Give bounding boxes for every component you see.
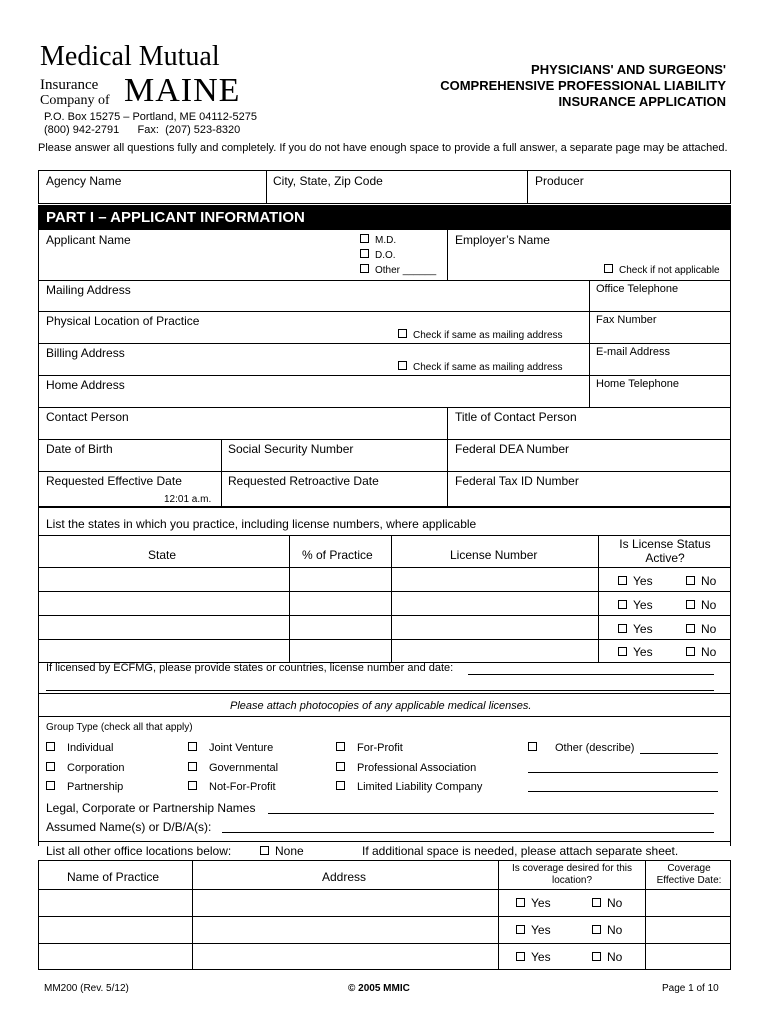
divider: [38, 591, 731, 592]
yes-label: Yes: [531, 950, 551, 964]
mailing-address-field[interactable]: Mailing Address: [46, 283, 131, 297]
yes-label: Yes: [633, 622, 653, 636]
checkbox-icon: [592, 898, 601, 907]
divider: [447, 407, 448, 507]
governmental-label: Governmental: [209, 762, 279, 774]
checkbox-icon: [618, 576, 627, 585]
logo-insurance-company: [40, 78, 110, 108]
checkbox-icon: [592, 925, 601, 934]
ecfmg-input-line-2[interactable]: [46, 690, 714, 691]
contact-person-field[interactable]: Contact Person: [46, 410, 129, 424]
page-number: Page 1 of 10: [662, 983, 719, 994]
office-row-1-no[interactable]: [592, 896, 622, 910]
divider: [38, 375, 731, 376]
other-describe-label: Other (describe): [555, 742, 635, 754]
checkbox-icon: [618, 647, 627, 656]
no-label: No: [701, 574, 717, 588]
no-label: No: [701, 645, 717, 659]
legal-names-label: Legal, Corporate or Partnership Names: [46, 801, 256, 815]
col-coverage-effective-date: Coverage Effective Date:: [656, 863, 722, 886]
home-telephone-field[interactable]: Home Telephone: [596, 378, 679, 390]
governmental-checkbox[interactable]: [188, 762, 278, 774]
col-state: State: [148, 548, 177, 562]
office-telephone-field[interactable]: Office Telephone: [596, 283, 679, 295]
divider: [38, 889, 731, 890]
instructions: Please answer all questions fully and completely. If you do not have enough space to provide a full answer, a separate page may be attached.: [38, 142, 728, 154]
dea-number-field[interactable]: Federal DEA Number: [455, 442, 570, 456]
divider: [589, 280, 590, 407]
for-profit-label: For-Profit: [357, 742, 403, 754]
producer-field[interactable]: Producer: [535, 174, 584, 188]
address-line-2: (800) 942-2791 Fax: (207) 523-8320: [44, 124, 241, 136]
joint-venture-label: Joint Venture: [209, 742, 274, 754]
billing-address-field[interactable]: Billing Address: [46, 346, 125, 360]
ecfmg-input-line[interactable]: [468, 674, 714, 675]
requested-effective-date-field[interactable]: Requested Effective Date: [46, 474, 182, 488]
divider: [447, 229, 448, 280]
do-checkbox[interactable]: [360, 249, 396, 262]
checkbox-icon: [686, 600, 695, 609]
checkbox-icon: [618, 624, 627, 633]
corporation-checkbox[interactable]: [46, 762, 124, 774]
checkbox-icon: [336, 742, 345, 751]
joint-venture-checkbox[interactable]: [188, 742, 273, 754]
company-address: [44, 111, 257, 137]
divider: [391, 535, 392, 662]
employer-name-field[interactable]: Employer’s Name: [455, 233, 550, 247]
email-address-field[interactable]: E-mail Address: [596, 346, 670, 358]
yes-label: Yes: [531, 896, 551, 910]
logo-maine: MAINE: [124, 72, 241, 109]
office-row-3-no[interactable]: [592, 950, 622, 964]
office-row-2-yes[interactable]: [516, 923, 551, 937]
divider: [38, 841, 731, 842]
applicant-name-field[interactable]: Applicant Name: [46, 233, 131, 247]
checkbox-icon: [686, 576, 695, 585]
divider: [38, 311, 731, 312]
license-row-1-yes[interactable]: [618, 574, 653, 588]
checkbox-icon: [360, 264, 369, 273]
employer-not-applicable-checkbox[interactable]: [604, 264, 720, 277]
no-label: No: [607, 950, 623, 964]
checkbox-icon: [618, 600, 627, 609]
fax-number-field[interactable]: Fax Number: [596, 314, 657, 326]
divider: [38, 407, 731, 408]
title-of-contact-field[interactable]: Title of Contact Person: [455, 410, 577, 424]
group-type-label: Group Type (check all that apply): [46, 722, 193, 733]
divider: [38, 439, 731, 440]
office-row-2-no[interactable]: [592, 923, 622, 937]
form-number: MM200 (Rev. 5/12): [44, 983, 129, 994]
not-applicable-label: Check if not applicable: [619, 265, 720, 276]
divider: [730, 694, 731, 846]
other-offices-prompt: List all other office locations below:: [46, 844, 232, 858]
checkbox-icon: [686, 624, 695, 633]
checkbox-icon: [188, 781, 197, 790]
other-label: Other ______: [375, 265, 437, 276]
logo-company-of-text: Company of: [40, 93, 110, 108]
checkbox-icon: [260, 846, 269, 855]
divider: [38, 716, 731, 717]
office-row-1-yes[interactable]: [516, 896, 551, 910]
checkbox-icon: [398, 361, 407, 370]
license-row-2-yes[interactable]: [618, 598, 653, 612]
for-profit-checkbox[interactable]: [336, 742, 403, 754]
title-line-2: COMPREHENSIVE PROFESSIONAL LIABILITY: [440, 78, 726, 93]
no-label: No: [701, 622, 717, 636]
checkbox-icon: [360, 234, 369, 243]
yes-label: Yes: [531, 923, 551, 937]
checkbox-icon: [336, 762, 345, 771]
additional-space-note: If additional space is needed, please attach separate sheet.: [362, 844, 679, 858]
date-of-birth-field[interactable]: Date of Birth: [46, 442, 113, 456]
legal-names-input[interactable]: [268, 813, 714, 814]
none-checkbox[interactable]: [260, 844, 304, 858]
checkbox-icon: [528, 742, 537, 751]
individual-label: Individual: [67, 742, 114, 754]
col-license-number: License Number: [450, 548, 538, 562]
checkbox-icon: [46, 742, 55, 751]
document-title: [440, 62, 726, 110]
checkbox-icon: [188, 742, 197, 751]
license-row-4-no[interactable]: [686, 645, 716, 659]
not-for-profit-label: Not-For-Profit: [209, 781, 276, 793]
address-line-1: P.O. Box 15275 – Portland, ME 04112-5275: [44, 111, 258, 123]
other-checkbox[interactable]: [360, 264, 436, 277]
requested-retroactive-date-field[interactable]: Requested Retroactive Date: [228, 474, 379, 488]
physical-same-as-mailing-checkbox[interactable]: [398, 329, 563, 342]
no-label: No: [701, 598, 717, 612]
divider: [266, 170, 267, 204]
do-label: D.O.: [375, 250, 396, 261]
none-label: None: [275, 844, 304, 858]
partnership-label: Partnership: [67, 781, 124, 793]
same-as-mailing-label: Check if same as mailing address: [413, 362, 563, 373]
same-as-mailing-label: Check if same as mailing address: [413, 330, 563, 341]
license-row-4-yes[interactable]: [618, 645, 653, 659]
license-row-1-no[interactable]: [686, 574, 716, 588]
llc-label: Limited Liability Company: [357, 781, 483, 793]
assumed-names-label: Assumed Name(s) or D/B/A(s):: [46, 820, 212, 834]
partnership-checkbox[interactable]: [46, 781, 123, 793]
checkbox-icon: [516, 925, 525, 934]
no-label: No: [607, 923, 623, 937]
divider: [527, 170, 528, 204]
checkbox-icon: [604, 264, 613, 273]
col-address: Address: [322, 870, 367, 884]
office-row-3-yes[interactable]: [516, 950, 551, 964]
license-row-2-no[interactable]: [686, 598, 716, 612]
license-row-3-yes[interactable]: [618, 622, 653, 636]
divider: [645, 860, 646, 970]
other-describe-line-2[interactable]: [528, 772, 718, 773]
checkbox-icon: [188, 762, 197, 771]
attach-licenses-note: Please attach photocopies of any applicable medical licenses.: [230, 700, 532, 712]
divider: [38, 943, 731, 944]
effective-time: 12:01 a.m.: [164, 494, 212, 505]
md-label: M.D.: [375, 235, 397, 246]
professional-association-checkbox[interactable]: [336, 762, 476, 774]
divider: [221, 439, 222, 507]
physical-location-field[interactable]: Physical Location of Practice: [46, 314, 200, 328]
checkbox-icon: [592, 952, 601, 961]
not-for-profit-checkbox[interactable]: [188, 781, 276, 793]
checkbox-icon: [516, 952, 525, 961]
corporation-label: Corporation: [67, 762, 125, 774]
other-describe-checkbox[interactable]: [528, 742, 634, 754]
billing-same-as-mailing-checkbox[interactable]: [398, 361, 563, 374]
city-state-zip-field[interactable]: City, State, Zip Code: [273, 174, 383, 188]
license-row-3-no[interactable]: [686, 622, 716, 636]
ssn-field[interactable]: Social Security Number: [228, 442, 354, 456]
divider: [289, 535, 290, 662]
no-label: No: [607, 896, 623, 910]
checkbox-icon: [46, 762, 55, 771]
part-1-title: PART I – APPLICANT INFORMATION: [46, 209, 305, 226]
copyright: © 2005 MMIC: [348, 983, 410, 994]
divider: [498, 860, 499, 970]
col-coverage-desired: Is coverage desired for this location?: [511, 863, 633, 886]
individual-checkbox[interactable]: [46, 742, 113, 754]
divider: [38, 535, 731, 536]
divider: [38, 567, 731, 568]
home-address-field[interactable]: Home Address: [46, 378, 125, 392]
yes-label: Yes: [633, 574, 653, 588]
col-license-status: Is License Status Active?: [619, 537, 711, 565]
yes-label: Yes: [633, 645, 653, 659]
col-name-of-practice: Name of Practice: [67, 870, 160, 884]
assumed-names-input[interactable]: [222, 832, 714, 833]
professional-association-label: Professional Association: [357, 762, 477, 774]
states-prompt: List the states in which you practice, including license numbers, where applicable: [46, 517, 477, 531]
divider: [192, 860, 193, 970]
checkbox-icon: [398, 329, 407, 338]
divider: [38, 916, 731, 917]
col-percent-practice: % of Practice: [302, 548, 373, 562]
logo-medical-mutual: Medical Mutual: [40, 41, 220, 72]
llc-checkbox[interactable]: [336, 781, 482, 793]
checkbox-icon: [360, 249, 369, 258]
checkbox-icon: [336, 781, 345, 790]
federal-tax-id-field[interactable]: Federal Tax ID Number: [455, 474, 579, 488]
title-line-3: INSURANCE APPLICATION: [558, 94, 726, 109]
agency-row: [38, 170, 731, 204]
divider: [38, 471, 731, 472]
ecfmg-prompt: If licensed by ECFMG, please provide states or countries, license number and date:: [46, 662, 454, 674]
other-describe-line[interactable]: [640, 753, 718, 754]
divider: [38, 694, 39, 846]
checkbox-icon: [46, 781, 55, 790]
divider: [38, 280, 731, 281]
divider: [38, 343, 731, 344]
md-checkbox[interactable]: [360, 234, 396, 247]
logo-insurance-text: Insurance: [40, 77, 99, 93]
divider: [38, 615, 731, 616]
divider: [598, 535, 599, 662]
title-line-1: PHYSICIANS' AND SURGEONS': [531, 62, 726, 77]
checkbox-icon: [516, 898, 525, 907]
checkbox-icon: [686, 647, 695, 656]
other-describe-line-3[interactable]: [528, 791, 718, 792]
divider: [38, 639, 731, 640]
yes-label: Yes: [633, 598, 653, 612]
agency-name-field[interactable]: Agency Name: [46, 174, 122, 188]
